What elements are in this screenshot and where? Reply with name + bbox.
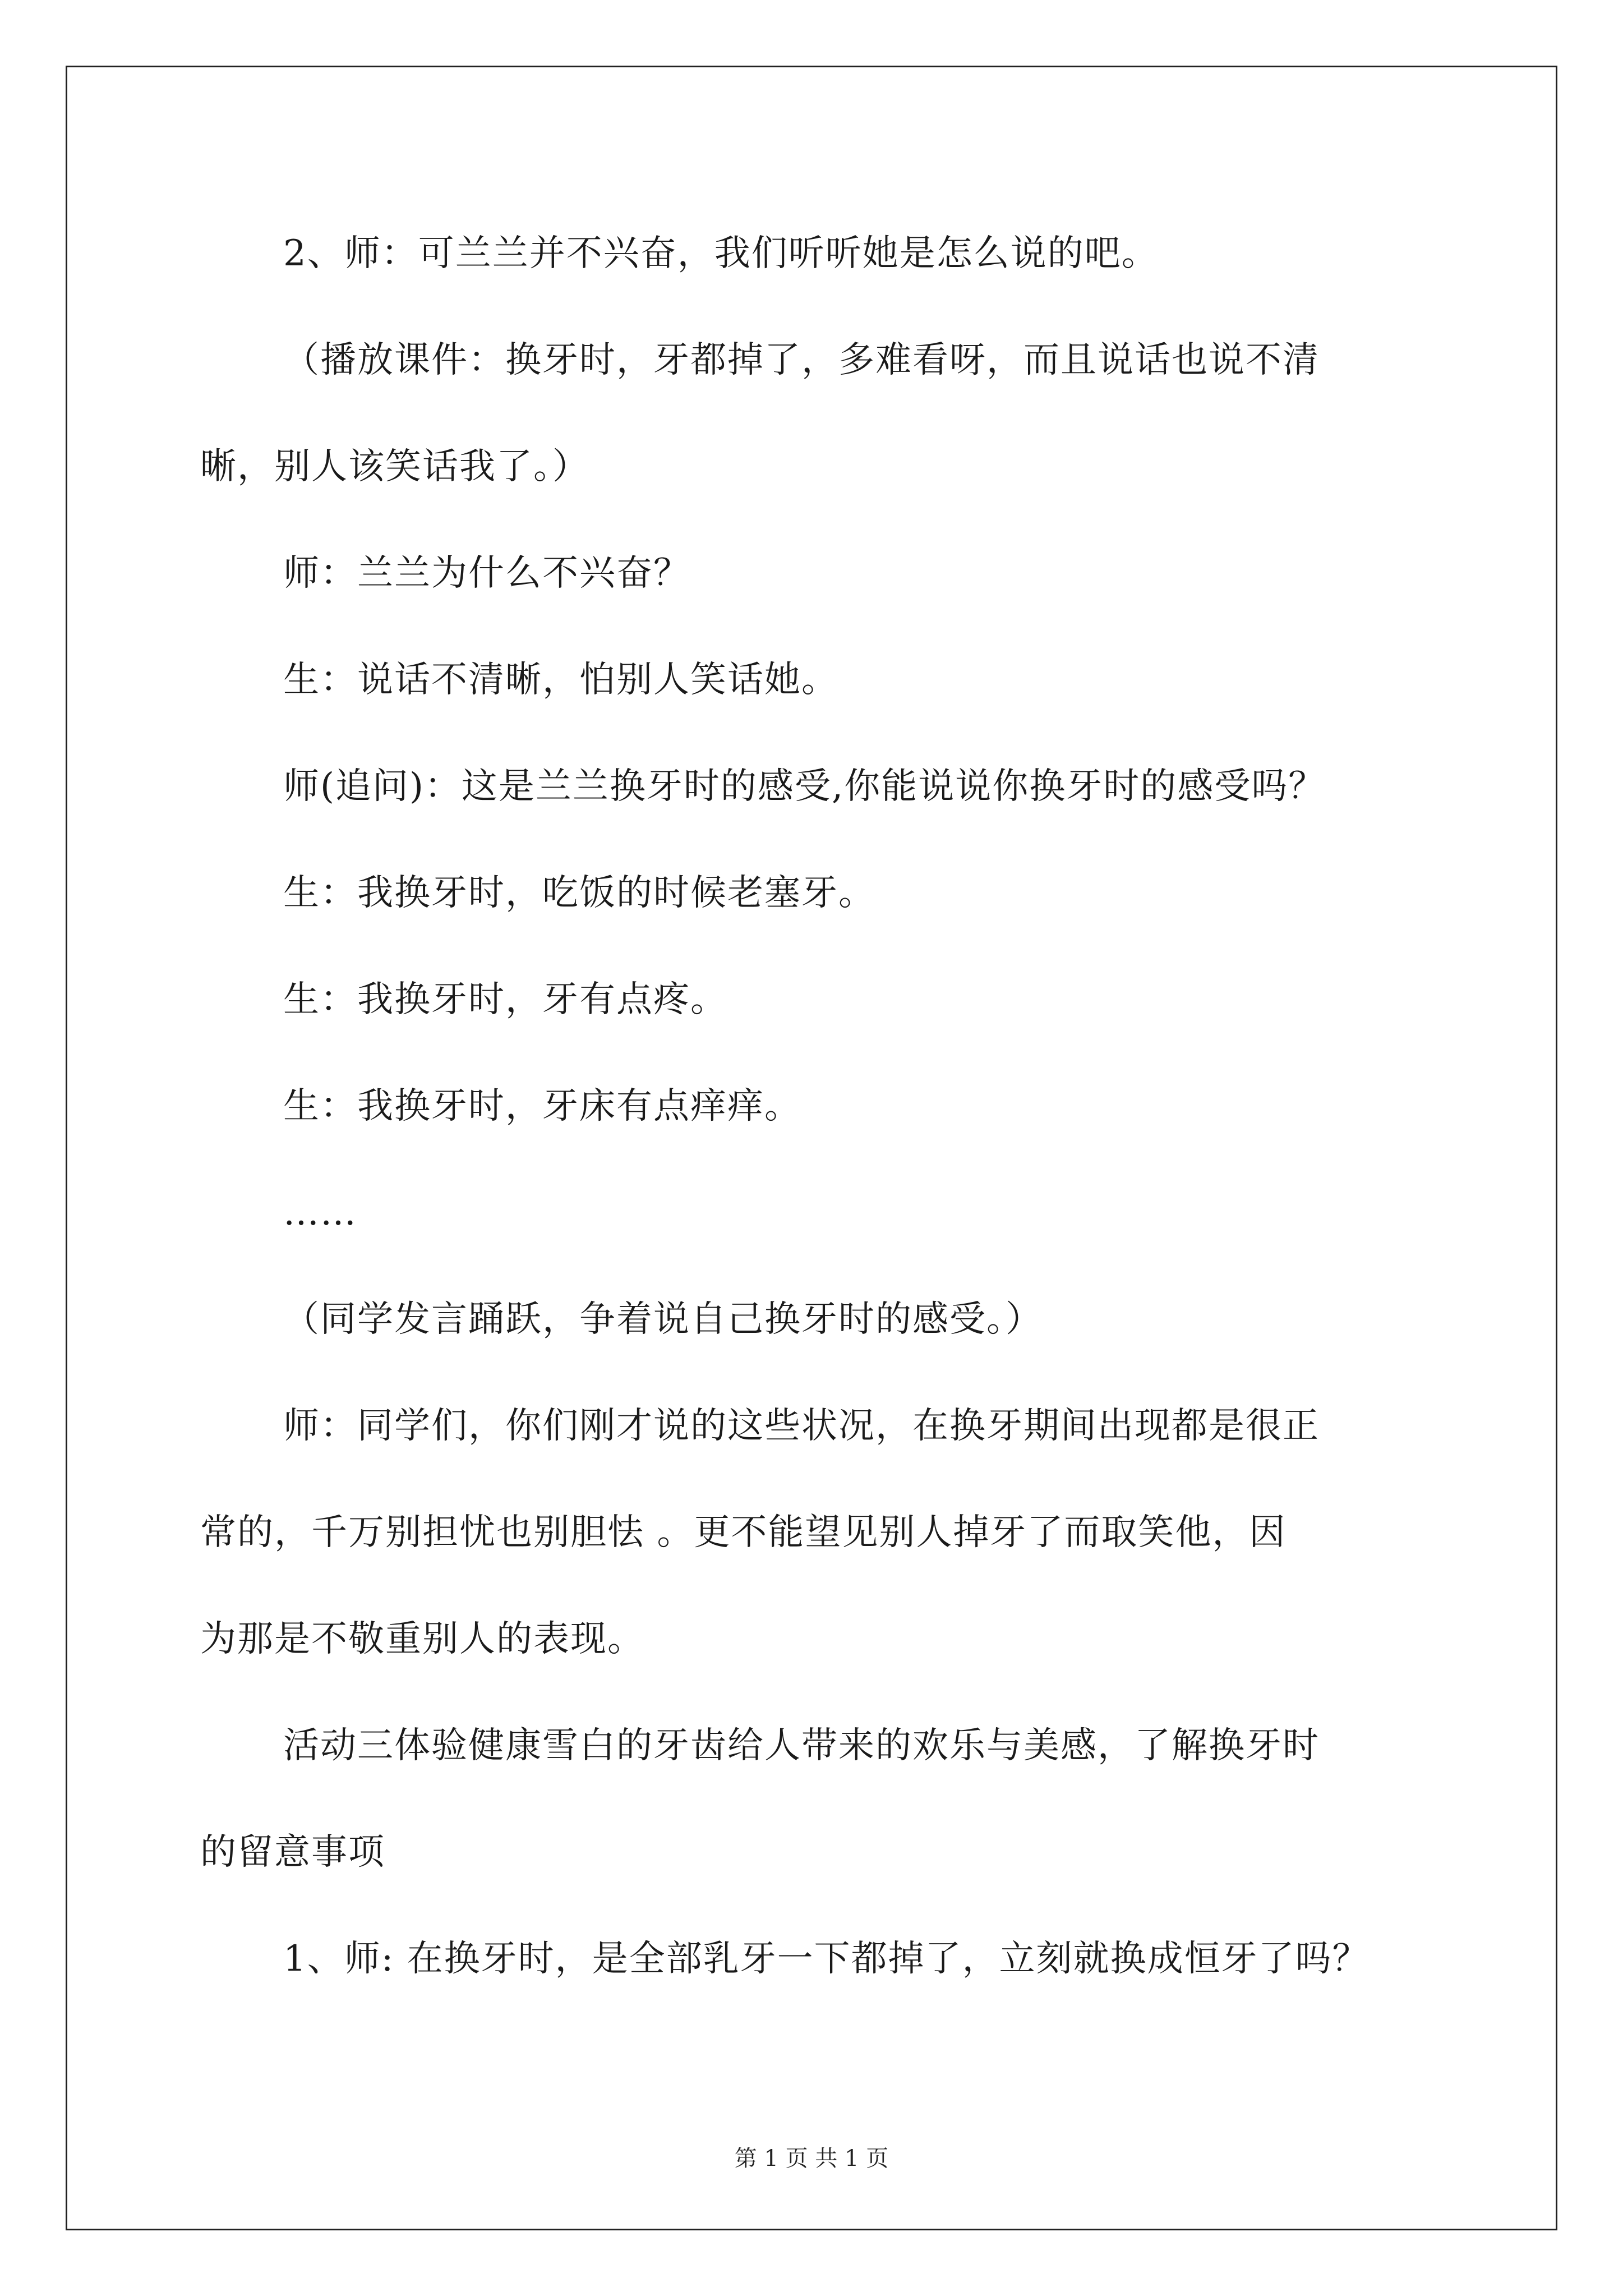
paragraph-1: 2、师：可兰兰并不兴奋，我们听听她是怎么说的吧。 xyxy=(283,233,1159,274)
paragraph-10: 师：同学们，你们刚才说的这些状况，在换牙期间出现都是很正 xyxy=(283,1405,1320,1447)
activity-heading: 活动三体验健康雪白的牙齿给人带来的欢乐与美感，了解换牙时 xyxy=(283,1725,1320,1766)
paragraph-10-cont: 常的，千万别担忧也别胆怯 。更不能望见别人掉牙了而取笑他，因 xyxy=(200,1512,1287,1553)
paragraph-2: （播放课件：换牙时，牙都掉了，多难看呀，而且说话也说不清 xyxy=(283,339,1320,381)
ellipsis-line: …… xyxy=(283,1192,357,1234)
page-number-footer: 第 1 页 共 1 页 xyxy=(734,2146,889,2171)
paragraph-11: 1、师: 在换牙时，是全部乳牙一下都掉了，立刻就换成恒牙了吗？ xyxy=(283,1938,1370,1980)
activity-heading-cont: 的留意事项 xyxy=(200,1832,385,1873)
paragraph-10-cont2: 为那是不敬重别人的表现。 xyxy=(200,1618,644,1660)
paragraph-9: （同学发言踊跃，争着说自己换牙时的感受。） xyxy=(283,1299,1043,1340)
paragraph-3: 师：兰兰为什么不兴奋？ xyxy=(283,553,690,594)
paragraph-5: 师(追问)：这是兰兰换牙时的感受,你能说说你换牙时的感受吗？ xyxy=(283,766,1326,807)
paragraph-2-cont: 晰，别人该笑话我了。） xyxy=(200,446,589,487)
paragraph-4: 生：说话不清晰，怕别人笑话她。 xyxy=(283,659,838,701)
paragraph-7: 生：我换牙时，牙有点疼。 xyxy=(283,979,727,1020)
paragraph-8: 生：我换牙时，牙床有点痒痒。 xyxy=(283,1085,801,1127)
paragraph-6: 生：我换牙时，吃饭的时候老塞牙。 xyxy=(283,872,875,914)
